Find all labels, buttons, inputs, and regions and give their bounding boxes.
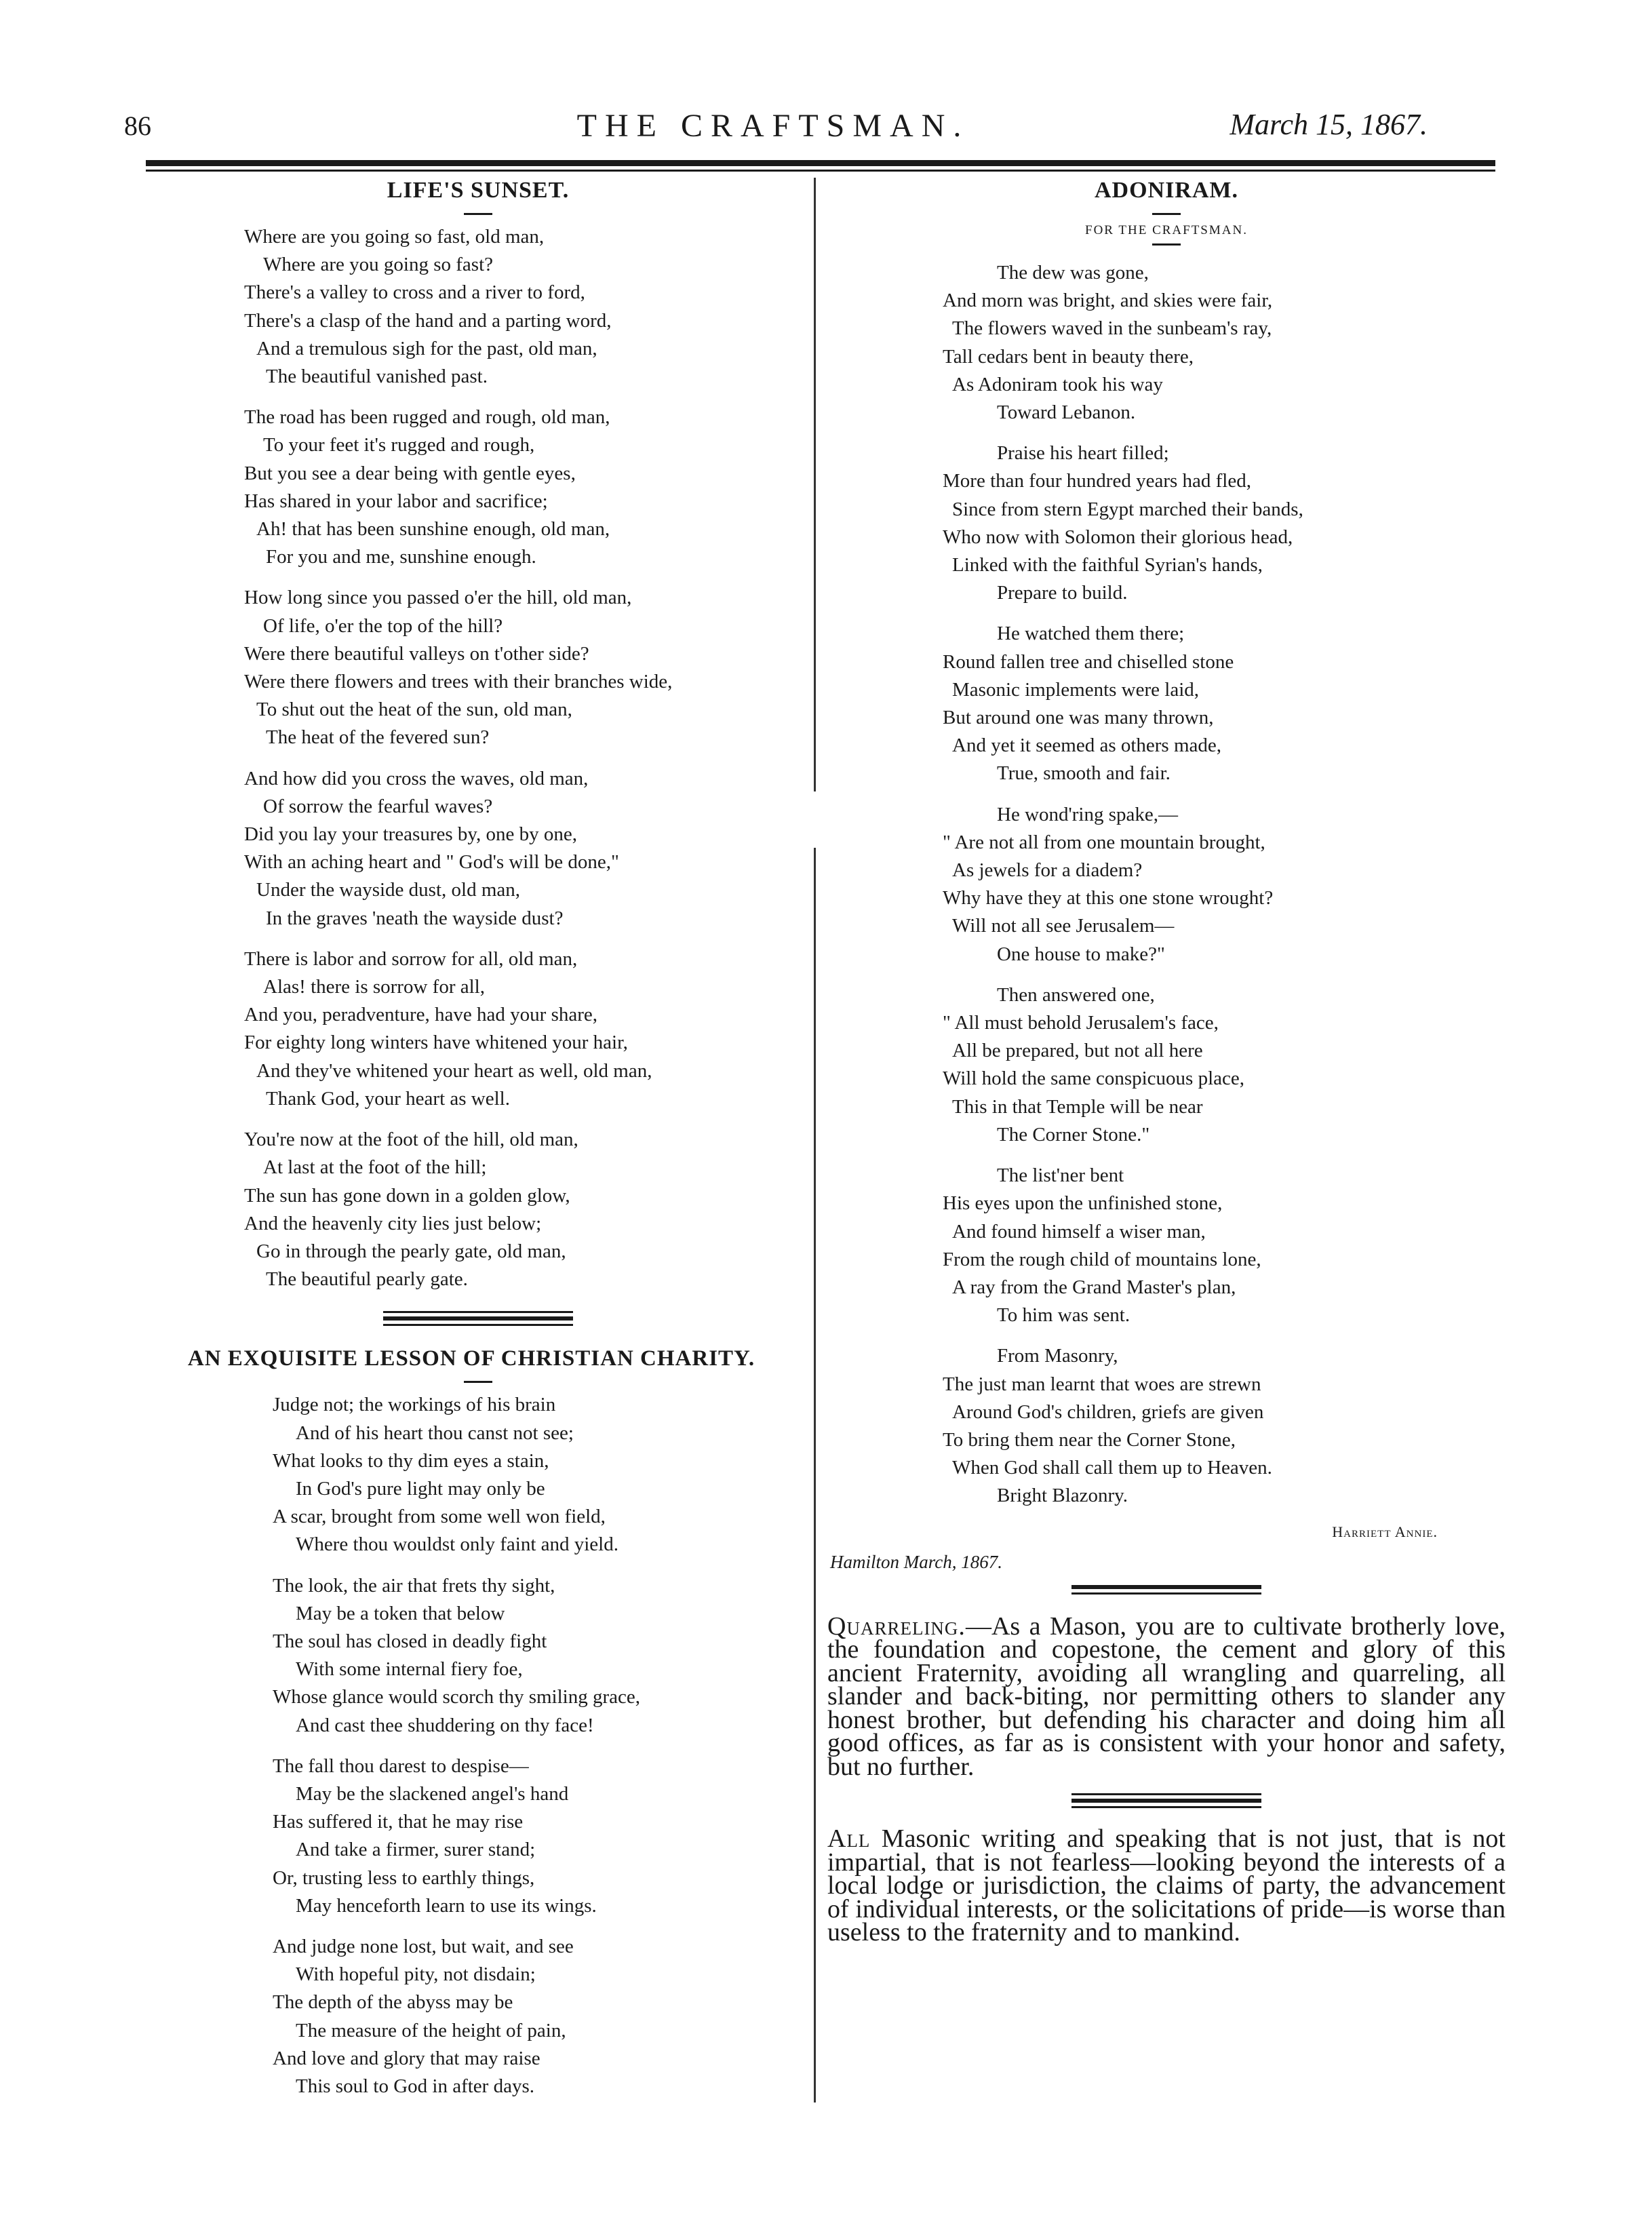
poem-line: And yet it seemed as others made, [952, 735, 1222, 757]
article-masonic-writing [827, 1824, 1506, 1947]
poem-line: More than four hundred years had fled, [943, 470, 1251, 492]
stanza [273, 1572, 800, 1740]
stanza [943, 439, 1506, 607]
stanza [943, 259, 1506, 427]
poem-line: For eighty long winters have whitened your hair, [244, 1032, 628, 1054]
poem-line: His eyes upon the unfinished stone, [943, 1192, 1223, 1215]
poem-line: And they've whitened your heart as well, old man, [256, 1059, 652, 1082]
stanza [244, 223, 800, 391]
poem-line: Go in through the pearly gate, old man, [256, 1240, 566, 1262]
poem-line: Around God's children, griefs are given [952, 1401, 1264, 1423]
poem-dateline: Hamilton March, 1867. [830, 1551, 1002, 1572]
author-signature [827, 1523, 1506, 1550]
article-quarreling [827, 1611, 1506, 1781]
article-body: Masonic writing and speaking that is not just, that is not impartial, that is not fearless—looking beyond the interests of a local lodge or jurisdiction, the claims of party, the advancement of individual interests, or the solicitations of pride—is worse than useless to the fraternity and to mankind. [827, 1824, 1506, 1947]
poem-line: And morn was bright, and skies were fair, [943, 290, 1273, 312]
poem-credit: FOR THE CRAFTSMAN. [1085, 223, 1248, 237]
poem-line: There's a clasp of the hand and a parting word, [244, 309, 612, 332]
poem-christian-charity [156, 1391, 800, 2100]
poem-line: Where are you going so fast? [263, 254, 494, 276]
poem-line: " Are not all from one mountain brought, [943, 831, 1265, 853]
page-number: 86 [124, 111, 151, 141]
poem-line: And of his heart thou canst not see; [296, 1422, 574, 1444]
poem-adoniram [827, 259, 1506, 1510]
poem-line: The road has been rugged and rough, old man, [244, 406, 610, 429]
stanza [244, 765, 800, 933]
poem-line: And cast thee shuddering on thy face! [296, 1714, 594, 1736]
poem-line: Or, trusting less to earthly things, [273, 1866, 535, 1889]
poem-line: Of life, o'er the top of the hill? [263, 614, 503, 637]
section-separator [1071, 1585, 1261, 1595]
poem-line: May be the slackened angel's hand [296, 1782, 569, 1805]
poem-line: Whose glance would scorch thy smiling grace, [273, 1686, 640, 1708]
article-lead: Quarreling. [827, 1611, 966, 1641]
poem-title-lifes-sunset: LIFE'S SUNSET. [387, 178, 570, 203]
poem-line: Were there flowers and trees with their branches wide, [244, 671, 673, 693]
poem-line: True, smooth and fair. [997, 762, 1171, 785]
poem-line: Of sorrow the fearful waves? [263, 795, 493, 817]
poem-line: Ah! that has been sunshine enough, old man, [256, 518, 610, 541]
right-column [827, 178, 1506, 1947]
poem-line: The look, the air that frets thy sight, [273, 1574, 555, 1597]
title-dash [464, 213, 492, 215]
article-lead: All [827, 1824, 871, 1854]
poem-line: Where thou wouldst only faint and yield. [296, 1533, 618, 1556]
poem-line: Linked with the faithful Syrian's hands, [952, 554, 1263, 576]
poem-line: How long since you passed o'er the hill, old man, [244, 587, 632, 609]
poem-line: The beautiful vanished past. [266, 366, 488, 388]
stanza [943, 1162, 1506, 1329]
stanza [943, 801, 1506, 969]
poem-line: A ray from the Grand Master's plan, [952, 1276, 1236, 1298]
publication-title: THE CRAFTSMAN. [576, 108, 970, 144]
poem-line: Has shared in your labor and sacrifice; [244, 490, 548, 512]
poem-line: For you and me, sunshine enough. [266, 546, 536, 568]
poem-line: With some internal fiery foe, [296, 1658, 523, 1681]
poem-line: The measure of the height of pain, [296, 2019, 566, 2041]
poem-line: All be prepared, but not all here [952, 1040, 1203, 1062]
poem-line: This soul to God in after days. [296, 2075, 534, 2097]
poem-line: The sun has gone down in a golden glow, [244, 1184, 570, 1207]
poem-line: Were there beautiful valleys on t'other side? [244, 642, 589, 665]
poem-line: You're now at the foot of the hill, old man, [244, 1129, 578, 1151]
header-rule [146, 160, 1495, 166]
poem-line: Prepare to build. [997, 582, 1128, 604]
poem-line: And love and glory that may raise [273, 2047, 540, 2069]
poem-line: To your feet it's rugged and rough, [263, 434, 535, 456]
title-dash [1152, 213, 1181, 215]
poem-line: The beautiful pearly gate. [266, 1268, 468, 1291]
header-rule-thin [146, 170, 1495, 172]
poem-line: The Corner Stone." [997, 1123, 1150, 1146]
poem-line: Under the wayside dust, old man, [256, 879, 521, 901]
poem-line: This in that Temple will be near [952, 1095, 1203, 1118]
poem-line: Where are you going so fast, old man, [244, 226, 545, 248]
poem-line: Has suffered it, that he may rise [273, 1811, 524, 1833]
poem-line: Thank God, your heart as well. [266, 1087, 510, 1110]
title-dash [464, 1381, 492, 1383]
stanza [943, 981, 1506, 1149]
poem-line: The fall thou darest to despise— [273, 1755, 529, 1777]
poem-line: A scar, brought from some well won field, [273, 1506, 606, 1528]
poem-line: One house to make?" [997, 943, 1165, 965]
poem-line: And how did you cross the waves, old man, [244, 767, 589, 789]
poem-line: And take a firmer, surer stand; [296, 1839, 536, 1861]
poem-line: He wond'ring spake,— [997, 803, 1178, 825]
poem-line: And you, peradventure, have had your share, [244, 1004, 598, 1026]
poem-line: But you see a dear being with gentle eyes, [244, 462, 576, 484]
section-separator [1071, 1793, 1261, 1808]
poem-line: The flowers waved in the sunbeam's ray, [952, 317, 1272, 340]
poem-line: Then answered one, [997, 983, 1155, 1006]
poem-line: There is labor and sorrow for all, old man, [244, 947, 578, 970]
author-name: Harriett Annie. [1332, 1523, 1438, 1540]
poem-line: Bright Blazonry. [997, 1485, 1128, 1507]
poem-line: Praise his heart filled; [997, 442, 1169, 465]
poem-line: Will not all see Jerusalem— [952, 915, 1175, 937]
poem-line: The soul has closed in deadly fight [273, 1630, 547, 1652]
poem-line: Tall cedars bent in beauty there, [943, 345, 1194, 368]
title-dash [1152, 243, 1181, 246]
poem-line: From Masonry, [997, 1345, 1118, 1367]
stanza [273, 1391, 800, 1559]
stanza [943, 620, 1506, 787]
poem-line: Alas! there is sorrow for all, [263, 976, 485, 998]
poem-line: And the heavenly city lies just below; [244, 1212, 542, 1234]
poem-line: Why have they at this one stone wrought? [943, 887, 1274, 909]
stanza [244, 1126, 800, 1293]
poem-line: Masonic implements were laid, [952, 678, 1200, 701]
poem-line: Round fallen tree and chiselled stone [943, 650, 1234, 673]
article-body: —As a Mason, you are to cultivate brotherly love, the foundation and copestone, the cement and glory of this ancient Fraternity, avoiding all wrangling and quarreling, all slander and back-biting, nor permitting others to slander any honest brother, but defending his character and doing him all good offices, as far as is consistent with your honor and safety, but no further. [827, 1611, 1506, 1781]
poem-line: There's a valley to cross and a river to ford, [244, 281, 585, 304]
stanza [244, 404, 800, 571]
stanza [244, 945, 800, 1113]
poem-line: But around one was many thrown, [943, 707, 1214, 729]
poem-line: The list'ner bent [997, 1165, 1124, 1187]
poem-line: Judge not; the workings of his brain [273, 1394, 556, 1416]
poem-line: The depth of the abyss may be [273, 1991, 513, 2014]
poem-line: Toward Lebanon. [997, 402, 1136, 424]
poem-line: And found himself a wiser man, [952, 1220, 1206, 1243]
poem-line: As jewels for a diadem? [952, 859, 1143, 882]
poem-line: To him was sent. [997, 1304, 1130, 1327]
poem-line: The dew was gone, [997, 262, 1149, 283]
section-separator [383, 1311, 573, 1326]
poem-line: From the rough child of mountains lone, [943, 1248, 1261, 1270]
poem-line: May henceforth learn to use its wings. [296, 1894, 597, 1917]
left-column [156, 178, 800, 2113]
stanza [244, 584, 800, 751]
poem-line: When God shall call them up to Heaven. [952, 1457, 1272, 1479]
poem-line: May be a token that below [296, 1602, 505, 1624]
poem-line: At last at the foot of the hill; [263, 1156, 487, 1179]
poem-line: The heat of the fevered sun? [266, 726, 490, 749]
poem-line: " All must behold Jerusalem's face, [943, 1012, 1219, 1034]
column-divider [814, 848, 816, 2102]
poem-line: As Adoniram took his way [952, 373, 1163, 395]
poem-line: In the graves 'neath the wayside dust? [266, 907, 564, 929]
stanza [943, 1342, 1506, 1510]
poem-line: Will hold the same conspicuous place, [943, 1068, 1244, 1090]
poem-title-adoniram: ADONIRAM. [1094, 178, 1239, 203]
poem-line: The just man learnt that woes are strewn [943, 1373, 1261, 1395]
poem-line: To shut out the heat of the sun, old man, [256, 699, 572, 721]
poem-lifes-sunset [156, 223, 800, 1293]
poem-line: Since from stern Egypt marched their bands, [952, 498, 1303, 520]
poem-line: And a tremulous sigh for the past, old man, [256, 337, 597, 359]
poem-line: Who now with Solomon their glorious head, [943, 526, 1293, 548]
poem-line: What looks to thy dim eyes a stain, [273, 1449, 549, 1472]
page-header [119, 102, 1428, 156]
poem-line: He watched them there; [997, 623, 1185, 645]
poem-title-christian-charity: AN EXQUISITE LESSON OF CHRISTIAN CHARITY. [187, 1346, 755, 1371]
issue-date: March 15, 1867. [1230, 108, 1428, 141]
stanza [273, 1933, 800, 2100]
poem-line: And judge none lost, but wait, and see [273, 1935, 574, 1957]
poem-line: Did you lay your treasures by, one by one, [244, 823, 578, 846]
poem-line: In God's pure light may only be [296, 1477, 545, 1500]
poem-line: With an aching heart and " God's will be done," [244, 851, 619, 874]
poem-line: With hopeful pity, not disdain; [296, 1963, 536, 1986]
column-divider [814, 178, 816, 791]
poem-line: To bring them near the Corner Stone, [943, 1428, 1236, 1451]
stanza [273, 1753, 800, 1920]
